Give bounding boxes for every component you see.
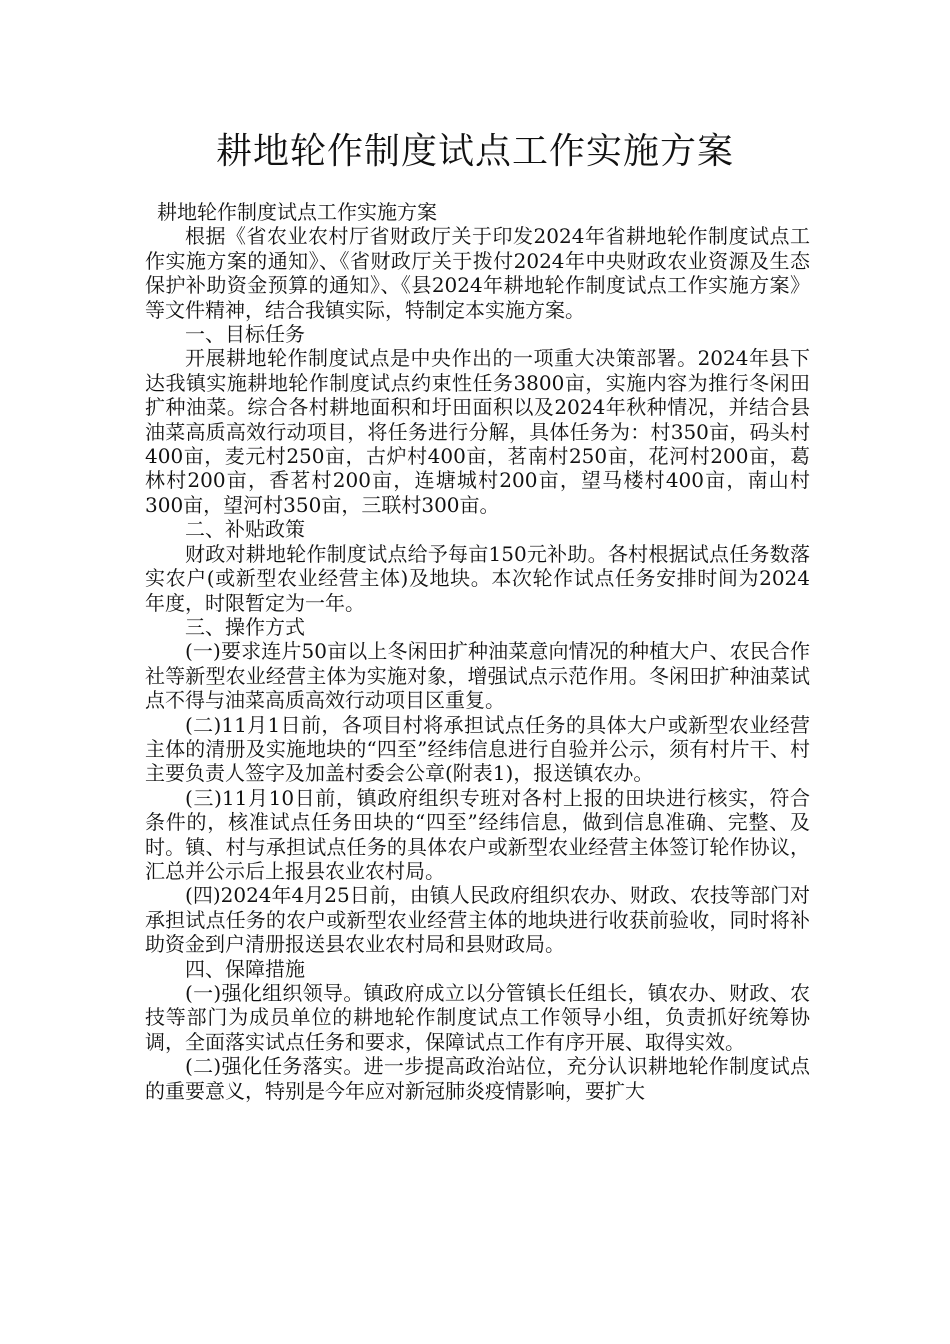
operation-item-4: (四)2024年4月25日前，由镇人民政府组织农办、财政、农技等部门对承担试点任务的农户或新型农业经营主体的地块进行收获前验收，同时将补助资金到户清册报送县农业农村局和县财政局。 <box>145 883 810 957</box>
document-subtitle: 耕地轮作制度试点工作实施方案 <box>157 200 437 224</box>
safeguard-item-2: (二)强化任务落实。进一步提高政治站位，充分认识耕地轮作制度试点的重要意义，特别是今年应对新冠肺炎疫情影响，要扩大 <box>145 1054 810 1103</box>
operation-item-1: (一)要求连片50亩以上冬闲田扩种油菜意向情况的种植大户、农民合作社等新型农业经营主体为实施对象，增强试点示范作用。冬闲田扩种油菜试点不得与油菜高质高效行动项目区重复。 <box>145 639 810 713</box>
operation-item-2: (二)11月1日前，各项目村将承担试点任务的具体大户或新型农业经营主体的清册及实施地块的“四至”经纬信息进行自验并公示，须有村片干、村主要负责人签字及加盖村委会公章(附表1)，报送镇农办。 <box>145 712 810 786</box>
section-heading-goals: 一、目标任务 <box>185 322 305 347</box>
intro-paragraph: 根据《省农业农村厅省财政厅关于印发2024年省耕地轮作制度试点工作实施方案的通知》、《省财政厅关于拨付2024年中央财政农业资源及生态保护补助资金预算的通知》、《县2024年耕地轮作制度试点工作实施方案》等文件精神，结合我镇实际，特制定本实施方案。 <box>145 224 810 322</box>
section-heading-safeguards: 四、保障措施 <box>185 956 305 981</box>
section-heading-operation: 三、操作方式 <box>185 614 305 639</box>
operation-item-3: (三)11月10日前，镇政府组织专班对各村上报的田块进行核实，符合条件的，核准试点任务田块的“四至”经纬信息，做到信息准确、完整、及时。镇、村与承担试点任务的具体农户或新型农业经营主体签订轮作协议，汇总并公示后上报县农业农村局。 <box>145 785 810 883</box>
document-title: 耕地轮作制度试点工作实施方案 <box>215 131 734 172</box>
document-body <box>145 200 810 1103</box>
section-heading-subsidy: 二、补贴政策 <box>185 517 305 542</box>
goals-paragraph: 开展耕地轮作制度试点是中央作出的一项重大决策部署。2024年县下达我镇实施耕地轮作制度试点约束性任务3800亩，实施内容为推行冬闲田扩种油菜。综合各村耕地面积和圩田面积以及2024年秋种情况，并结合县油菜高质高效行动项目，将任务进行分解，具体任务为：村350亩，码头村400亩，麦元村250亩，古炉村400亩，茗南村250亩，花河村200亩，葛林村200亩，香茗村200亩，连塘城村200亩，望马楼村400亩，南山村300亩，望河村350亩，三联村300亩。 <box>145 346 810 517</box>
safeguard-item-1: (一)强化组织领导。镇政府成立以分管镇长任组长，镇农办、财政、农技等部门为成员单位的耕地轮作制度试点工作领导小组，负责抓好统筹协调，全面落实试点任务和要求，保障试点工作有序开展、取得实效。 <box>145 981 810 1054</box>
subsidy-paragraph: 财政对耕地轮作制度试点给予每亩150元补助。各村根据试点任务数落实农户(或新型农业经营主体)及地块。本次轮作试点任务安排时间为2024年度，时限暂定为一年。 <box>145 541 810 615</box>
